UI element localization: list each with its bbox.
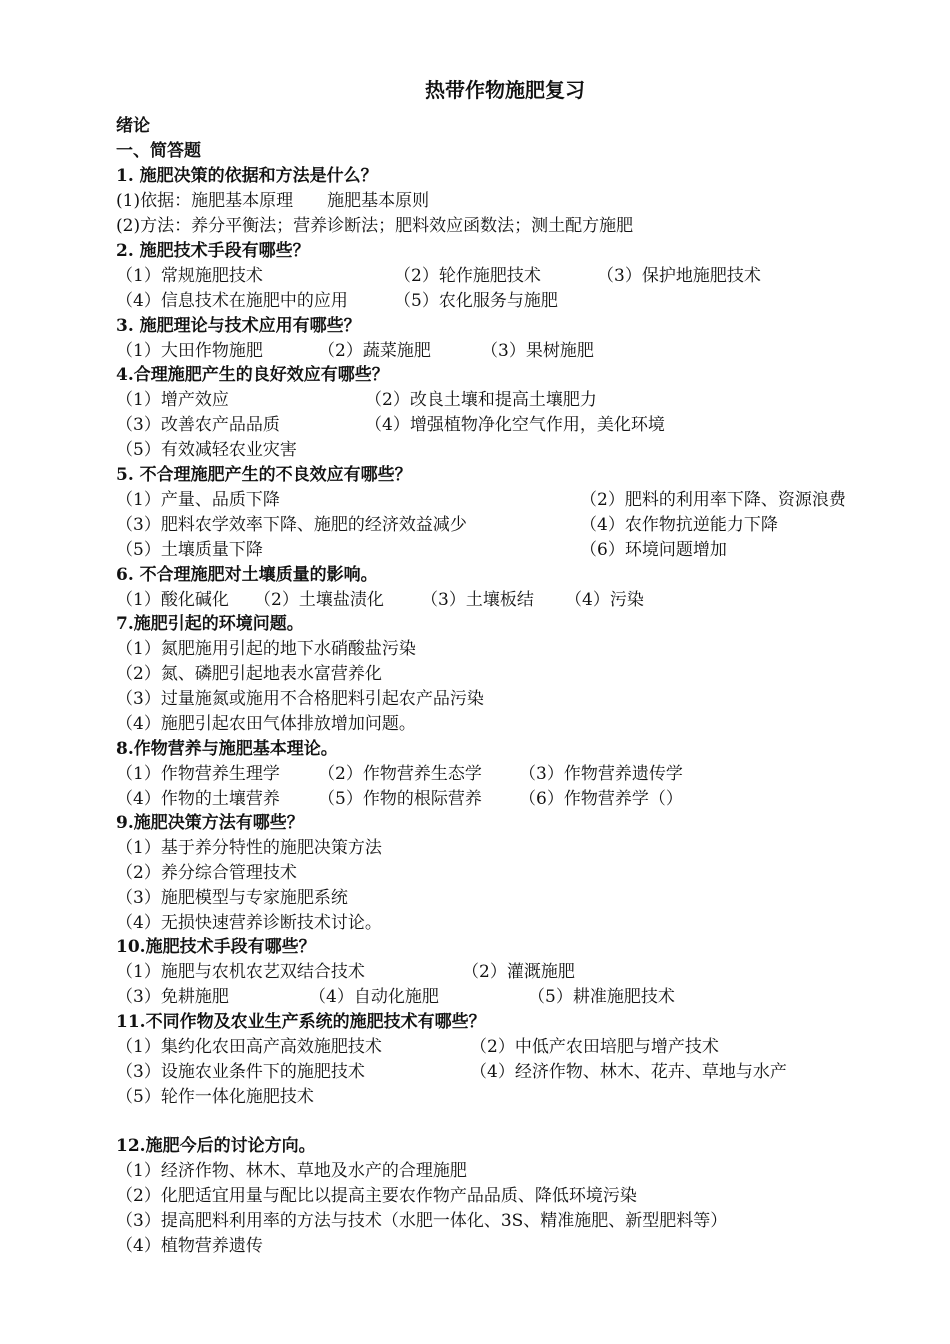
question-3: 3. 施肥理论与技术应用有哪些？ <box>116 316 361 336</box>
answer-item: （1）作物营养生理学 <box>116 764 280 784</box>
answer-item: （1）大田作物施肥 <box>116 341 263 361</box>
answer-item: （6）环境问题增加 <box>580 540 727 560</box>
section-heading: 一、简答题 <box>116 141 201 161</box>
question-10: 10.施肥技术手段有哪些？ <box>116 937 316 957</box>
question-4: 4.合理施肥产生的良好效应有哪些？ <box>116 365 389 385</box>
answer-item: （5）农化服务与施肥 <box>394 291 558 311</box>
question-11: 11.不同作物及农业生产系统的施肥技术有哪些？ <box>116 1012 486 1032</box>
answer-item: （2）化肥适宜用量与配比以提高主要农作物产品品质、降低环境污染 <box>116 1186 637 1206</box>
answer-item: （4）无损快速营养诊断技术讨论。 <box>116 913 382 933</box>
answer-item: （3）过量施氮或施用不合格肥料引起农产品污染 <box>116 689 484 709</box>
answer-item: （2）轮作施肥技术 <box>394 266 541 286</box>
answer-item: （3）肥料农学效率下降、施肥的经济效益减少 <box>116 515 467 535</box>
question-7: 7.施肥引起的环境问题。 <box>116 614 304 634</box>
answer-item: （1）集约化农田高产高效施肥技术 <box>116 1037 382 1057</box>
answer-item: （1）产量、品质下降 <box>116 490 280 510</box>
answer-item: （2）氮、磷肥引起地表水富营养化 <box>116 664 382 684</box>
answer-item: （3）设施农业条件下的施肥技术 <box>116 1062 365 1082</box>
answer-item: （3）施肥模型与专家施肥系统 <box>116 888 348 908</box>
answer-item: （2）中低产农田培肥与增产技术 <box>470 1037 719 1057</box>
answer-item: （4）自动化施肥 <box>309 987 439 1007</box>
document-title: 热带作物施肥复习 <box>425 78 585 102</box>
answer-item: （4）信息技术在施肥中的应用 <box>116 291 348 311</box>
answer-item: （1）常规施肥技术 <box>116 266 263 286</box>
answer-item: （1）经济作物、林木、草地及水产的合理施肥 <box>116 1161 467 1181</box>
answer-item: （5）耕准施肥技术 <box>528 987 675 1007</box>
chapter-heading: 绪论 <box>116 116 150 136</box>
answer-item: （3）果树施肥 <box>481 341 594 361</box>
answer-item: （5）作物的根际营养 <box>318 789 482 809</box>
question-12: 12.施肥今后的讨论方向。 <box>116 1136 316 1156</box>
answer-item: （4）作物的土壤营养 <box>116 789 280 809</box>
answer-item: （5）轮作一体化施肥技术 <box>116 1087 314 1107</box>
answer-item: （2）肥料的利用率下降、资源浪费 <box>580 490 846 510</box>
question-2: 2. 施肥技术手段有哪些？ <box>116 241 310 261</box>
answer-item: （2）改良土壤和提高土壤肥力 <box>365 390 597 410</box>
answer-item: （1）酸化碱化 <box>116 590 229 610</box>
answer-line: (2)方法：养分平衡法；营养诊断法；肥料效应函数法；测土配方施肥 <box>116 216 634 236</box>
answer-item: （3）土壤板结 <box>421 590 534 610</box>
answer-item: （6）作物营养学（） <box>519 789 683 809</box>
question-8: 8.作物营养与施肥基本理论。 <box>116 739 338 759</box>
answer-item: （4）植物营养遗传 <box>116 1236 263 1256</box>
answer-item: （4）农作物抗逆能力下降 <box>580 515 778 535</box>
answer-item: （2）蔬菜施肥 <box>318 341 431 361</box>
answer-item: （1）基于养分特性的施肥决策方法 <box>116 838 382 858</box>
answer-item: （1）施肥与农机农艺双结合技术 <box>116 962 365 982</box>
answer-item: （5）有效减轻农业灾害 <box>116 440 297 460</box>
answer-item: （4）经济作物、林木、花卉、草地与水产 <box>470 1062 787 1082</box>
answer-item: （2）养分综合管理技术 <box>116 863 297 883</box>
question-5: 5. 不合理施肥产生的不良效应有哪些？ <box>116 465 412 485</box>
answer-item: （1）增产效应 <box>116 390 229 410</box>
question-6: 6. 不合理施肥对土壤质量的影响。 <box>116 565 378 585</box>
answer-item: （3）保护地施肥技术 <box>597 266 761 286</box>
answer-line: (1)依据：施肥基本原理 施肥基本原则 <box>116 191 430 211</box>
answer-item: （4）施肥引起农田气体排放增加问题。 <box>116 714 416 734</box>
question-9: 9.施肥决策方法有哪些？ <box>116 813 304 833</box>
answer-item: （2）灌溉施肥 <box>462 962 575 982</box>
answer-item: （5）土壤质量下降 <box>116 540 263 560</box>
answer-item: （3）提高肥料利用率的方法与技术（水肥一体化、3S、精准施肥、新型肥料等） <box>116 1211 728 1231</box>
answer-item: （4）增强植物净化空气作用，美化环境 <box>365 415 665 435</box>
answer-item: （4）污染 <box>565 590 644 610</box>
answer-item: （3）改善农产品品质 <box>116 415 280 435</box>
answer-item: （3）免耕施肥 <box>116 987 229 1007</box>
answer-item: （2）土壤盐渍化 <box>254 590 384 610</box>
answer-item: （2）作物营养生态学 <box>318 764 482 784</box>
answer-item: （3）作物营养遗传学 <box>519 764 683 784</box>
answer-item: （1）氮肥施用引起的地下水硝酸盐污染 <box>116 639 416 659</box>
question-1: 1. 施肥决策的依据和方法是什么？ <box>116 166 378 186</box>
